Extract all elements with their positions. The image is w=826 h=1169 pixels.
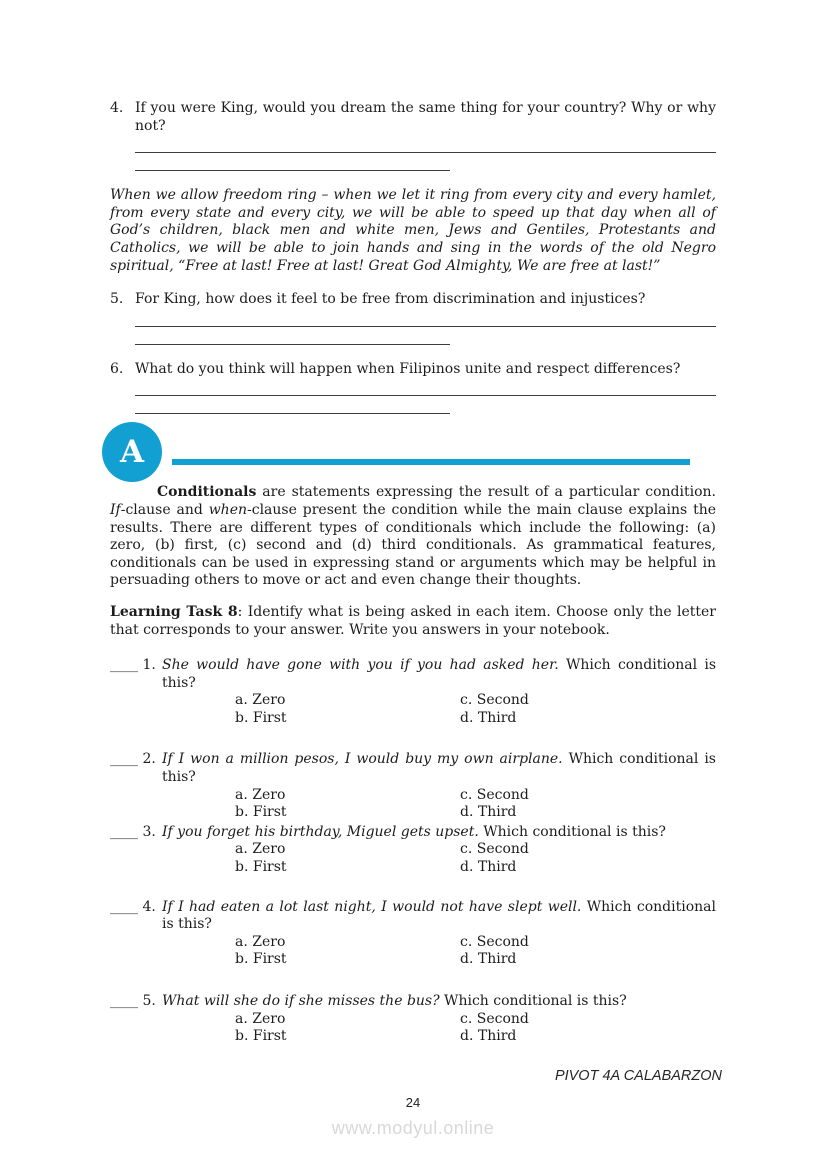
page-content <box>110 100 716 1046</box>
item-question: Which conditional is this? <box>162 657 716 691</box>
when-clause-term: when <box>208 501 247 518</box>
option-a: a. Zero <box>235 1010 286 1027</box>
option-a: a. Zero <box>235 692 286 709</box>
item-number: 2. <box>142 751 156 768</box>
option-b: b. First <box>235 709 287 726</box>
answer-line <box>135 309 716 327</box>
item-1-options <box>235 692 716 727</box>
task-item-5 <box>110 993 716 1011</box>
footer-brand: PIVOT 4A CALABARZON <box>554 1068 722 1084</box>
item-answer-blank: ____ <box>110 993 138 1009</box>
item-number: 1. <box>142 657 156 674</box>
if-clause-term: If <box>110 501 121 518</box>
option-c: c. Second <box>460 1010 529 1027</box>
task-item-1 <box>110 657 716 692</box>
item-sentence: If I won a million pesos, I would buy my own airplane. <box>162 751 563 768</box>
option-d: d. Third <box>460 1028 517 1045</box>
task-item-3 <box>110 824 716 842</box>
item-number: 3. <box>142 823 156 840</box>
item-sentence: What will she do if she misses the bus? <box>162 993 440 1009</box>
item-number: 4. <box>142 898 156 915</box>
section-a-badge-letter: A <box>119 434 145 471</box>
item-question: Which conditional is this? <box>439 993 627 1009</box>
question-6-block <box>110 361 716 415</box>
page-number: 24 <box>405 1095 421 1110</box>
item-answer-blank-and-number <box>110 824 162 842</box>
item-answer-blank-and-number <box>110 751 162 786</box>
question-5 <box>110 291 716 309</box>
option-d: d. Third <box>460 804 517 821</box>
option-a: a. Zero <box>235 786 286 803</box>
question-number: 6. <box>110 360 124 377</box>
question-text: If you were King, would you dream the same thing for your country? Why or why not? <box>135 100 716 134</box>
item-question: Which conditional is this? <box>162 751 716 786</box>
question-number: 4. <box>110 100 124 116</box>
section-a-badge <box>102 422 162 482</box>
item-text <box>162 657 716 692</box>
option-c: c. Second <box>460 933 529 950</box>
option-d: d. Third <box>460 709 517 726</box>
item-sentence: If I had eaten a lot last night, I would not have slept well. <box>162 898 582 915</box>
conditionals-paragraph <box>110 484 716 590</box>
item-3-options <box>235 841 716 876</box>
conditionals-text: -clause and <box>120 501 209 518</box>
question-6 <box>110 361 716 379</box>
item-answer-blank-and-number <box>110 899 162 934</box>
section-accent-line <box>172 459 690 465</box>
item-answer-blank-and-number <box>110 657 162 692</box>
item-answer-blank: ____ <box>110 657 138 674</box>
watermark: www.modyul.online <box>331 1118 495 1138</box>
item-answer-blank: ____ <box>110 823 138 840</box>
question-4 <box>110 100 716 135</box>
item-text <box>162 993 716 1011</box>
question-5-block <box>110 291 716 345</box>
task-item-4 <box>110 899 716 934</box>
item-text <box>162 751 716 786</box>
option-b: b. First <box>235 951 287 968</box>
section-a-header <box>110 422 716 480</box>
option-d: d. Third <box>460 859 517 876</box>
option-c: c. Second <box>460 692 529 709</box>
option-b: b. First <box>235 859 287 876</box>
conditionals-text: -clause present the condition while the main clause explains the results. There are different types of conditionals which include the following: (a) zero, (b) first, (c) second and (d) third conditionals. As grammatical features, conditionals can be used in expressing stand or arguments which may be helpful in persuading others to move or act and even change their thoughts. <box>110 501 717 589</box>
item-sentence: If you forget his birthday, Miguel gets upset. <box>162 823 479 840</box>
task-item-2 <box>110 751 716 786</box>
option-a: a. Zero <box>235 933 286 950</box>
option-a: a. Zero <box>235 841 286 858</box>
quote-paragraph: When we allow freedom ring – when we let it ring from every city and every hamlet, from every state and every city, we will be able to speed up that day when all of God’s children, black men and white men, Jews and Gentiles, Protestants and Catholics, we will be able to join hands and sing in the words of the old Negro spiritual, “Free at last! Free at last! Great God Almighty, We are free at last!” <box>110 187 716 274</box>
item-answer-blank-and-number <box>110 993 162 1011</box>
conditionals-term: Conditionals <box>157 484 257 501</box>
option-c: c. Second <box>460 786 529 803</box>
conditionals-text: are statements expressing the result of a particular condition. <box>256 484 716 501</box>
item-text <box>162 899 716 934</box>
item-number: 5. <box>142 993 156 1009</box>
answer-line <box>135 378 716 396</box>
option-b: b. First <box>235 1028 287 1045</box>
item-sentence: She would have gone with you if you had asked her. <box>162 657 559 674</box>
question-text: For King, how does it feel to be free from discrimination and injustices? <box>135 291 646 308</box>
item-2-options <box>235 787 716 822</box>
answer-line <box>135 396 450 414</box>
item-text <box>162 824 716 842</box>
item-4-options <box>235 934 716 969</box>
learning-task-8-intro <box>110 604 716 639</box>
item-question: Which conditional is this? <box>478 823 666 840</box>
learning-task-label: Learning Task 8 <box>110 603 238 620</box>
item-answer-blank: ____ <box>110 898 138 915</box>
question-4-block <box>110 100 716 171</box>
option-c: c. Second <box>460 841 529 858</box>
answer-line <box>135 135 716 153</box>
item-question: Which conditional is this? <box>162 898 716 933</box>
option-d: d. Third <box>460 951 517 968</box>
option-b: b. First <box>235 804 287 821</box>
learning-task-instructions: : Identify what is being asked in each item. Choose only the letter that corresponds to your answer. Write you answers in your notebook. <box>110 603 716 638</box>
answer-line <box>135 327 450 345</box>
item-5-options <box>235 1011 716 1046</box>
question-text: What do you think will happen when Filipinos unite and respect differences? <box>135 360 681 377</box>
question-number: 5. <box>110 291 124 308</box>
item-answer-blank: ____ <box>110 751 138 768</box>
answer-line <box>135 153 450 171</box>
